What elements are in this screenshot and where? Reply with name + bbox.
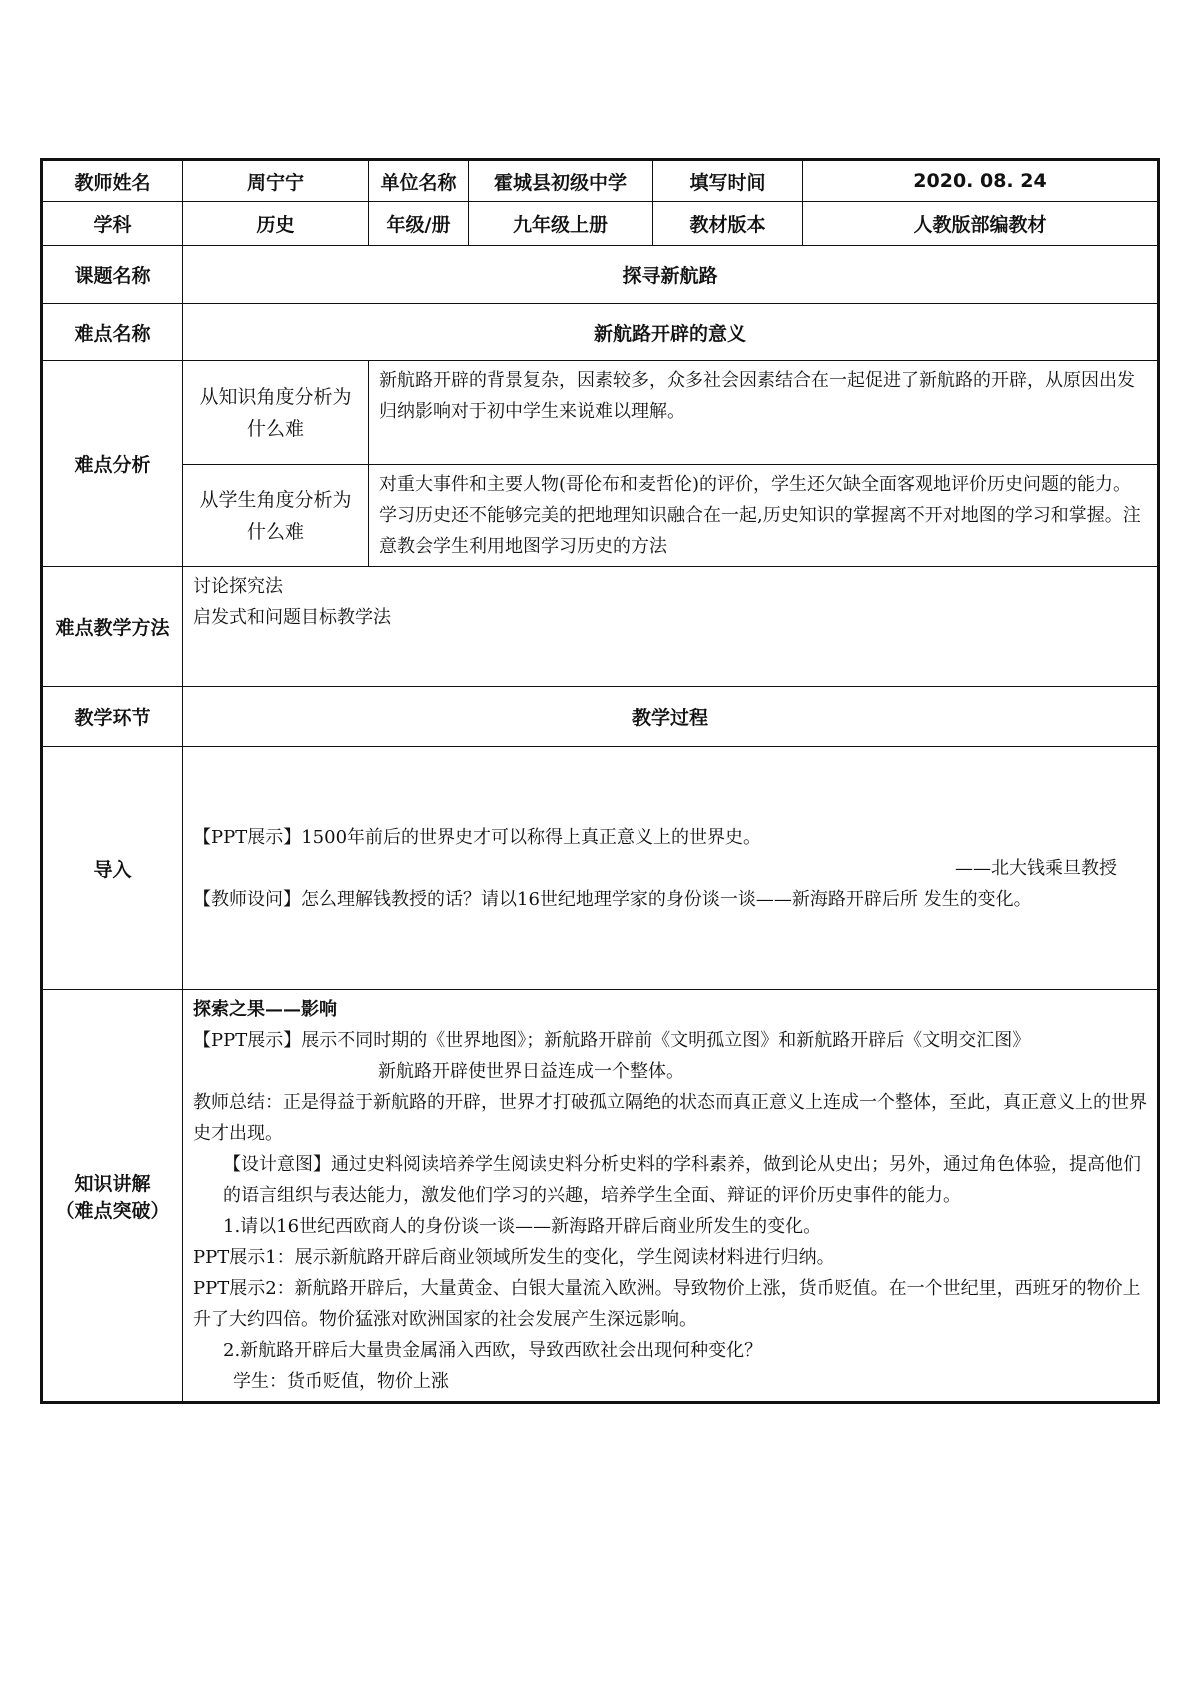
grade-value: 九年级上册 [469,202,653,246]
knowledge-question-1: 1.请以16世纪西欧商人的身份谈一谈——新海路开辟后商业所发生的变化。 [223,1216,822,1237]
intro-content [183,747,1159,990]
stage-label: 教学环节 [42,687,183,747]
date-label: 填写时间 [653,160,803,202]
unit-label: 单位名称 [369,160,469,202]
row-analysis-student [42,465,1159,567]
method-content [183,567,1159,687]
row-basic-info-1 [42,160,1159,202]
process-label: 教学过程 [183,687,1159,747]
knowledge-heading: 探索之果——影响 [193,999,337,1020]
knowledge-angle-text: 新航路开辟的背景复杂，因素较多，众多社会因素结合在一起促进了新航路的开辟，从原因出发归纳影响对于初中学生来说难以理解。 [369,361,1159,465]
teacher-value: 周宁宁 [183,160,369,202]
method-label: 难点教学方法 [42,567,183,687]
unit-value: 霍城县初级中学 [469,160,653,202]
subject-value: 历史 [183,202,369,246]
knowledge-answer: 学生：货币贬值，物价上涨 [233,1371,449,1392]
difficulty-label: 难点名称 [42,304,183,361]
method-line-2: 启发式和问题目标教学法 [193,607,391,628]
intro-signature: ——北大钱乘旦教授 [955,857,1117,879]
intro-line-2: 【教师设问】怎么理解钱教授的话？请以16世纪地理学家的身份谈一谈——新海路开辟后所 发生的变化。 [193,888,1032,910]
intro-line-1: 【PPT展示】1500年前后的世界史才可以称得上真正意义上的世界史。 [193,826,762,848]
row-topic [42,246,1159,304]
lesson-plan-table [40,158,1160,1404]
row-intro [42,747,1159,990]
date-value: 2020. 08. 24 [803,160,1159,202]
row-difficulty [42,304,1159,361]
student-angle-text: 对重大事件和主要人物(哥伦布和麦哲伦)的评价，学生还欠缺全面客观地评价历史问题的能力。学习历史还不能够完美的把地理知识融合在一起,历史知识的掌握离不开对地图的学习和掌握。注意教会学生利用地图学习历史的方法 [369,465,1159,567]
row-method [42,567,1159,687]
topic-label: 课题名称 [42,246,183,304]
knowledge-question-2: 2.新航路开辟后大量贵金属涌入西欧，导致西欧社会出现何种变化？ [223,1340,763,1361]
edition-label: 教材版本 [653,202,803,246]
teacher-label: 教师姓名 [42,160,183,202]
grade-label: 年级/册 [369,202,469,246]
knowledge-label [42,990,183,1403]
student-angle-label: 从学生角度分析为什么难 [183,465,369,567]
intro-label: 导入 [42,747,183,990]
row-knowledge [42,990,1159,1403]
knowledge-content [183,990,1159,1403]
knowledge-ppt-1: 【PPT展示】展示不同时期的《世界地图》；新航路开辟前《文明孤立图》和新航路开辟后《文明交汇图》 [193,1030,1031,1051]
knowledge-ppt-show-2: PPT展示2：新航路开辟后，大量黄金、白银大量流入欧洲。导致物价上涨，货币贬值。在一个世纪里，西班牙的物价上升了大约四倍。物价猛涨对欧洲国家的社会发展产生深远影响。 [193,1278,1141,1330]
method-line-1: 讨论探究法 [193,576,283,597]
row-basic-info-2 [42,202,1159,246]
row-analysis-knowledge [42,361,1159,465]
row-process-header [42,687,1159,747]
edition-value: 人教版部编教材 [803,202,1159,246]
subject-label: 学科 [42,202,183,246]
knowledge-label-line-1: 知识讲解 [74,1172,151,1195]
knowledge-design: 【设计意图】通过史料阅读培养学生阅读史料分析史料的学科素养，做到论从史出；另外，通过角色体验，提高他们的语言组织与表达能力，激发他们学习的兴趣，培养学生全面、辩证的评价历史事件的能力。 [223,1154,1141,1206]
knowledge-angle-label: 从知识角度分析为什么难 [183,361,369,465]
knowledge-ppt-show-1: PPT展示1：展示新航路开辟后商业领域所发生的变化，学生阅读材料进行归纳。 [193,1247,835,1268]
knowledge-summary: 教师总结：正是得益于新航路的开辟，世界才打破孤立隔绝的状态而真正意义上连成一个整体，至此，真正意义上的世界史才出现。 [193,1092,1147,1144]
knowledge-ppt-1-sub: 新航路开辟使世界日益连成一个整体。 [378,1061,684,1082]
difficulty-value: 新航路开辟的意义 [183,304,1159,361]
analysis-label: 难点分析 [42,361,183,567]
topic-value: 探寻新航路 [183,246,1159,304]
knowledge-label-line-2: （难点突破） [55,1199,170,1222]
